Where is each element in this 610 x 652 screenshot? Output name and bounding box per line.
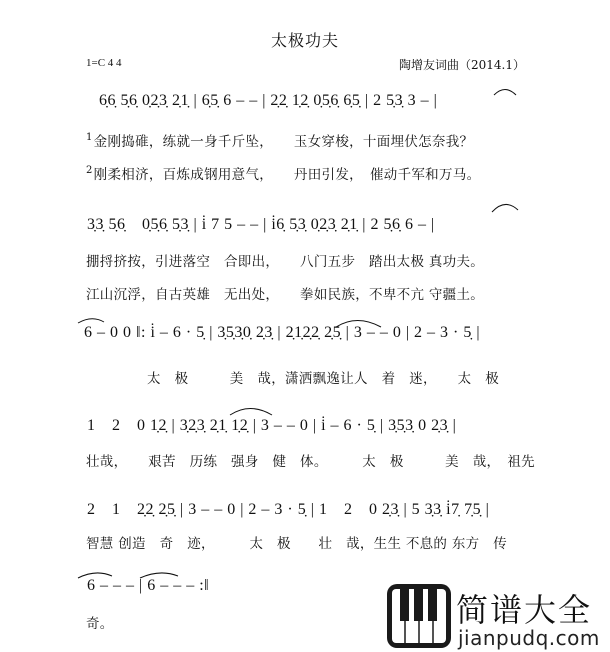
piano-icon (386, 583, 452, 649)
watermark-logo (386, 583, 610, 652)
tie-mark (78, 319, 104, 323)
lyric-line-5: 太 极 美 哉，潇洒飘逸让人 着 迷， 太 极 (147, 371, 500, 387)
tie-mark (492, 204, 518, 212)
notation-line-6: 6 – – – | 6 – – – :‖ (87, 577, 210, 594)
lyric-line-4: 江山沉浮，自古英雄 无出处， 拳如民族，不卑不亢 守疆土。 (86, 287, 485, 303)
verse-number: 2 (86, 165, 93, 176)
watermark-url: jianpudq.com (458, 626, 600, 650)
notation-line-3: 6 – 0 0 ‖: i̇ – 6 · 5̣ | 3̣5̣3̣0̣ 2̣3̣ | 2̣1̣2̣2̣ 2̣5̣ | 3 – – 0 | 2 – 3 · 5̣ | (84, 324, 481, 341)
tie-mark (140, 573, 178, 578)
notation-line-5: 2 1 2̣2̣ 2̣5̣ | 3 – – 0 | 2 – 3 · 5̣ | 1 2 0 2̣3̣ | 5 3̣3̣ i̇7̣ 7̣5̣ | (87, 501, 490, 518)
tie-mark (336, 321, 381, 328)
tie-mark (230, 409, 272, 416)
lyric-text: 金刚捣碓，练就一身千斤坠， 玉女穿梭，十面埋伏怎奈我？ (93, 134, 474, 150)
tie-mark (78, 573, 112, 578)
watermark-name: 简谱大全 (456, 591, 593, 629)
lyric-line-8: 奇。 (86, 616, 114, 632)
notation-line-2: 3̣3̣ 5̣6̣ 0̣5̣6̣ 5̣3̣ | i̇ 7 5 – – | i̇6̣ 5̣3̣ 0̣2̣3̣ 2̣1̣ | 2 5̣6̣ 6 – | (87, 216, 435, 233)
tie-mark (494, 90, 516, 96)
lyric-line-3: 掤捋挤按，引进落空 合即出， 八门五步 踏出太极 真功夫。 (86, 254, 485, 270)
notation-line-1: 6̣6̣ 5̣6̣ 0̣2̣3̣ 2̣1̣ | 6̣5̣ 6 – – | 2̣2̣ 1̣2̣ 0̣5̣6̣ 6̣5̣ | 2 5̣3̣ 3 – | (99, 92, 438, 109)
verse-number: 1 (86, 132, 93, 143)
page-title: 太极功夫 (270, 31, 339, 50)
key-signature: 1=C 4 4 (86, 57, 122, 69)
lyric-line-6: 壮哉， 艰苦 历练 强身 健 体。 太 极 美 哉， 祖先 (86, 454, 535, 470)
notation-line-4: 1 2 0 1̣2̣ | 3̣2̣3̣ 2̣1̣ 1̣2̣ | 3 – – 0 | i̇ – 6 · 5̣ | 3̣5̣3̣ 0 2̣3̣ | (87, 417, 457, 434)
composer-credit: 陶增友词曲（2014.1） (399, 58, 525, 72)
lyric-line-7: 智慧 创造 奇 迹， 太 极 壮 哉，生生 不息的 东方 传 (86, 536, 508, 552)
lyric-text: 刚柔相济，百炼成钢用意气， 丹田引发， 催动千军和万马。 (93, 167, 481, 183)
